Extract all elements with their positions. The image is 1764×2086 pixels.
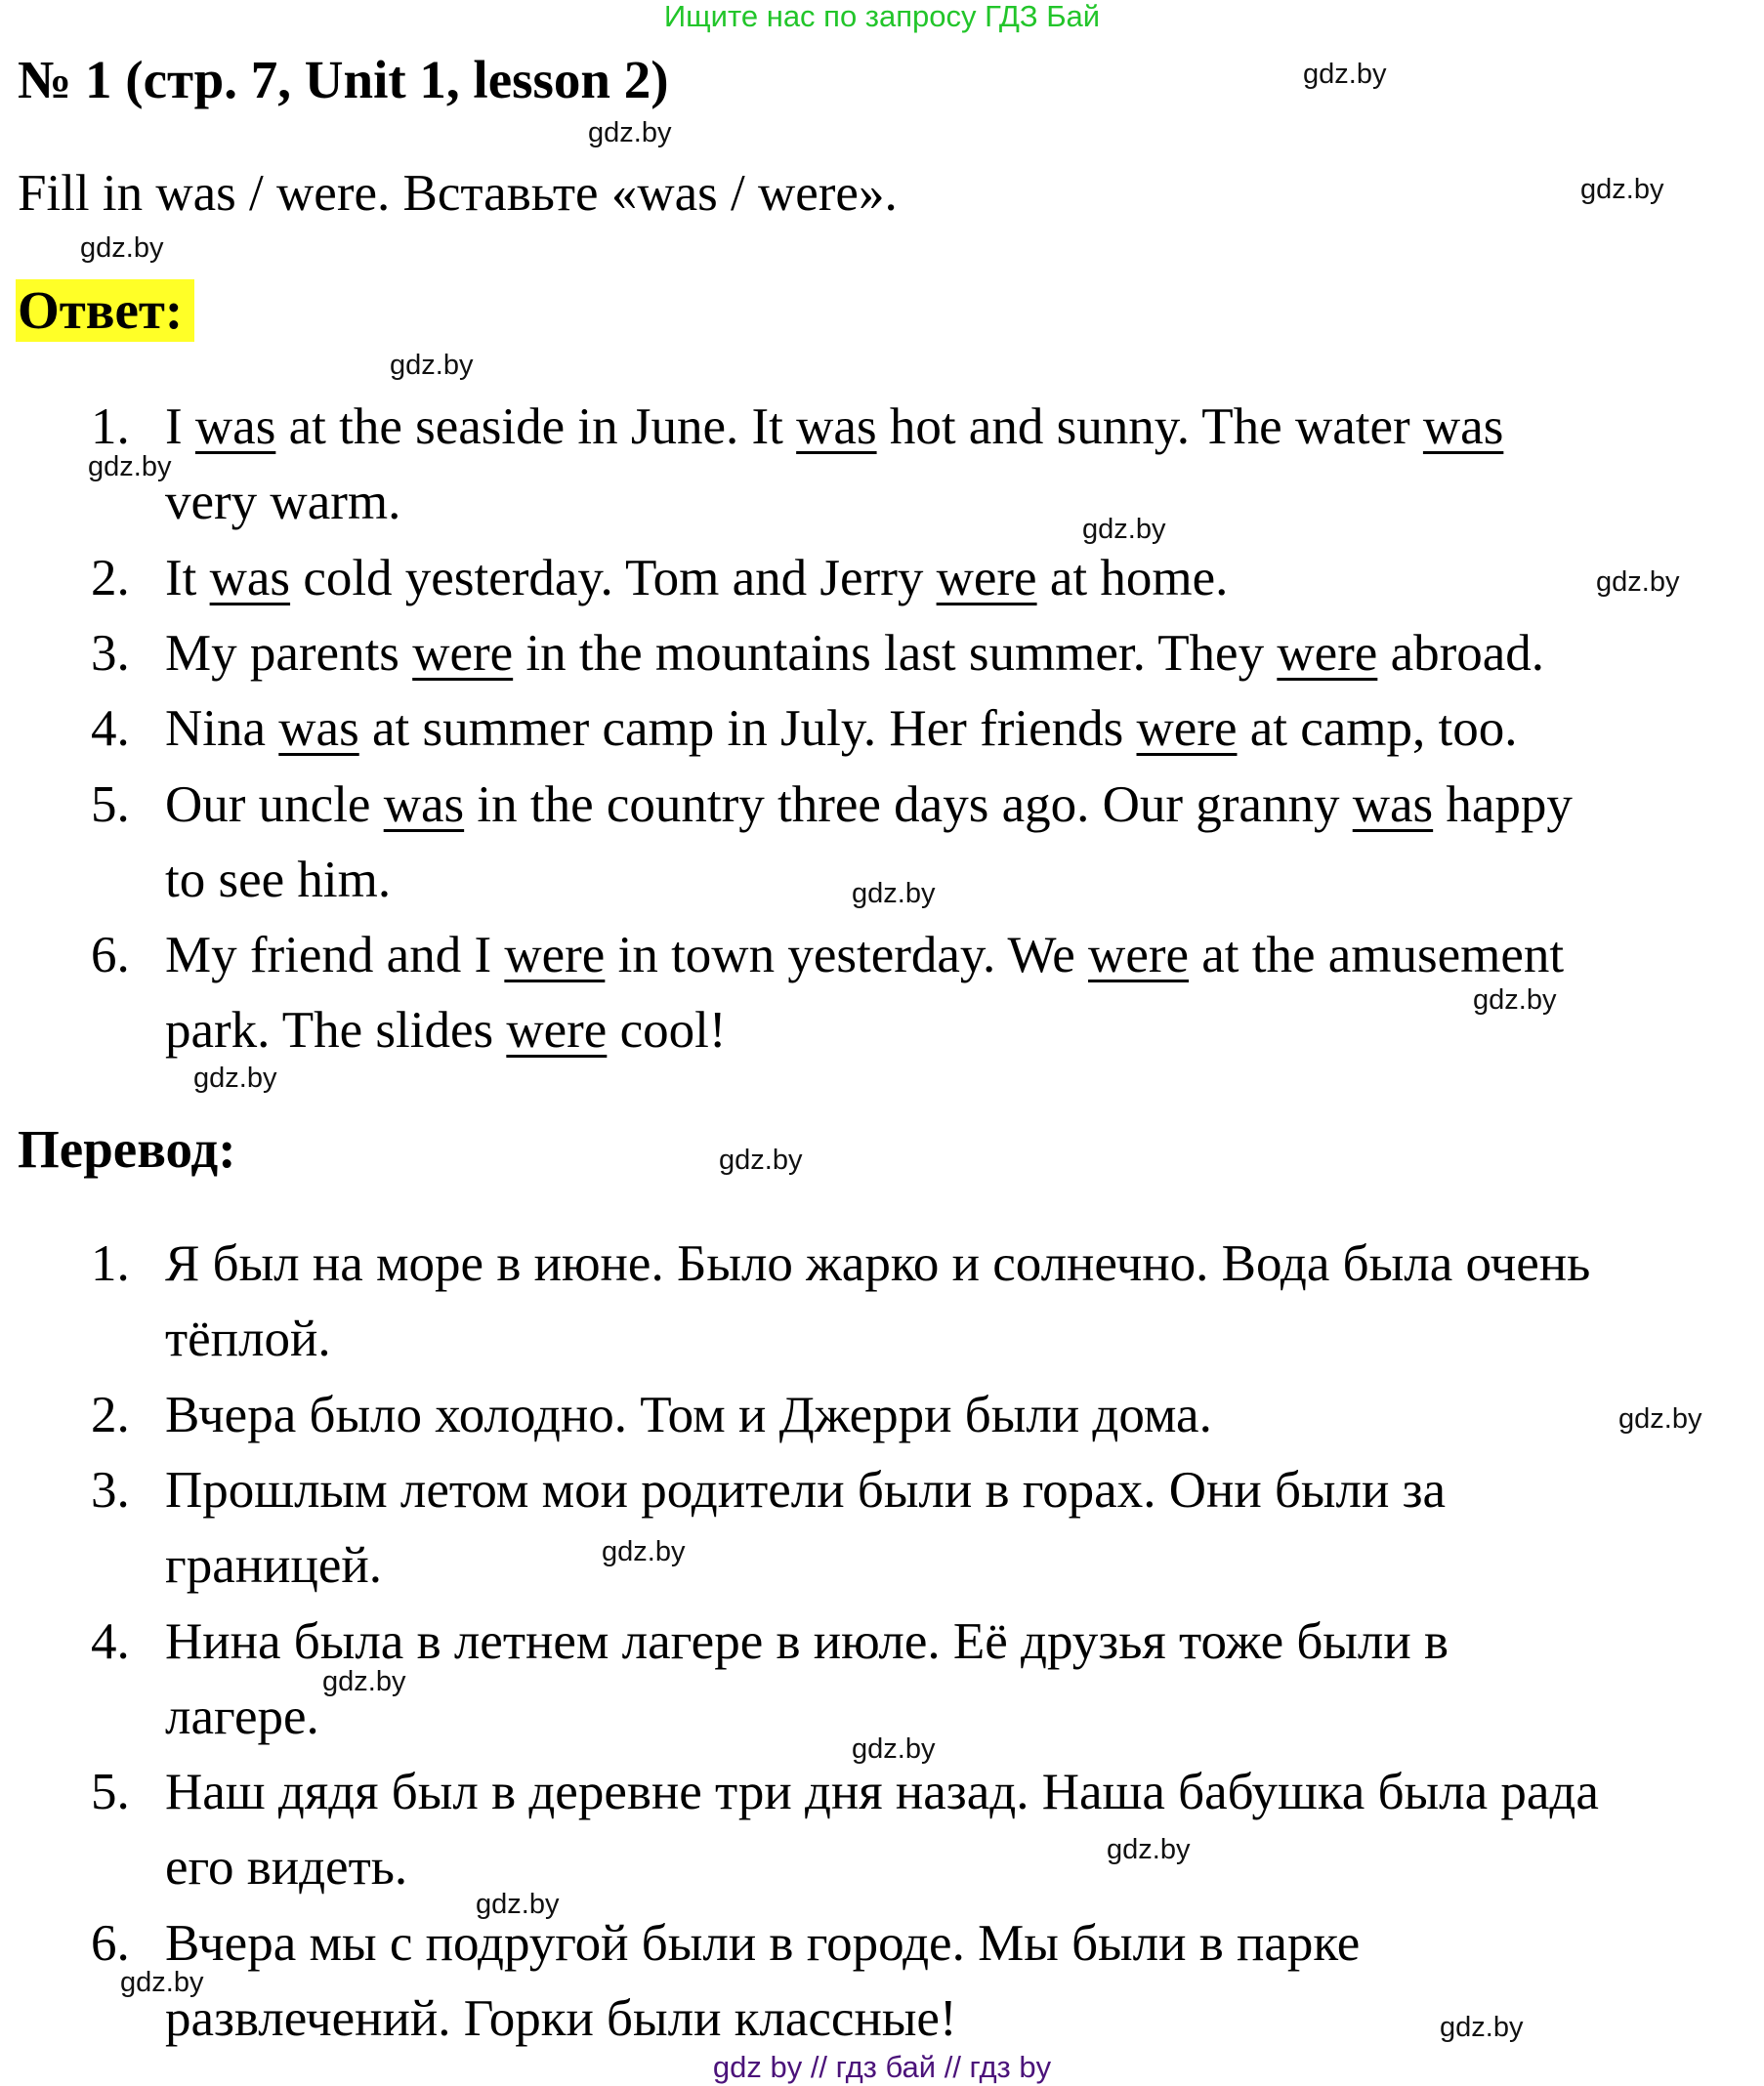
translation-line: лагере. <box>165 1688 319 1745</box>
translation-line: Вчера было холодно. Том и Джерри были дома. <box>165 1386 1212 1443</box>
translation-number: 2. <box>91 1386 130 1443</box>
answer-text: cold yesterday. Tom and Jerry <box>290 549 937 606</box>
translation-line: Прошлым летом мои родители были в горах. Они были за <box>165 1461 1447 1519</box>
answer-number: 3. <box>91 624 130 682</box>
translation-number: 6. <box>91 1914 130 1972</box>
answer-number: 1. <box>91 398 130 455</box>
answer-text: cool! <box>607 1002 727 1060</box>
answer-number: 6. <box>91 927 130 984</box>
translation-line: тёплой. <box>165 1311 331 1368</box>
watermark: gdz.by <box>1303 59 1387 90</box>
answer-text: My parents <box>165 624 413 682</box>
task-instruction: Fill in was / were. Вставьте «was / were». <box>18 165 898 222</box>
answer-text: very warm. <box>165 474 401 531</box>
filled-verb: was <box>383 775 465 833</box>
answer-line <box>165 697 1517 760</box>
translation-line: Вчера мы с подругой были в городе. Мы были в парке <box>165 1914 1361 1972</box>
answer-text: happy <box>1433 775 1573 833</box>
filled-verb: were <box>1277 624 1378 682</box>
answer-text: in town yesterday. We <box>605 927 1089 984</box>
answer-text: abroad. <box>1377 624 1545 682</box>
answer-line <box>165 773 1573 836</box>
answer-text: Nina <box>165 700 279 758</box>
watermark: gdz.by <box>719 1145 803 1176</box>
watermark: gdz.by <box>1107 1834 1191 1865</box>
filled-verb: were <box>1136 700 1238 758</box>
filled-verb: were <box>504 927 606 984</box>
watermark: gdz.by <box>1618 1403 1702 1435</box>
watermark: gdz.by <box>602 1536 686 1567</box>
filled-verb: were <box>936 549 1037 606</box>
answer-line <box>165 547 1228 609</box>
translation-line: границей. <box>165 1537 382 1595</box>
answer-line <box>165 471 400 533</box>
watermark: gdz.by <box>88 451 172 482</box>
filled-verb: were <box>506 1002 608 1060</box>
watermark: gdz.by <box>852 1733 936 1765</box>
answer-text: at the amusement <box>1189 927 1565 984</box>
answer-text: I <box>165 398 195 455</box>
answer-text: at the seaside in June. It <box>275 398 797 455</box>
answer-text: to see him. <box>165 851 392 908</box>
watermark: gdz.by <box>1580 174 1664 205</box>
answer-text: It <box>165 549 210 606</box>
watermark: gdz.by <box>120 1967 204 1998</box>
answer-text: Our uncle <box>165 775 384 833</box>
footer-links: gdz by // гдз бай // гдз by <box>712 2050 1052 2084</box>
translation-line: Я был на море в июне. Было жарко и солнечно. Вода была очень <box>165 1235 1591 1292</box>
watermark: gdz.by <box>1473 984 1557 1016</box>
answer-text: at camp, too. <box>1237 700 1518 758</box>
answer-line <box>165 849 391 911</box>
filled-verb: was <box>278 700 359 758</box>
answer-number: 2. <box>91 549 130 606</box>
translation-number: 4. <box>91 1612 130 1670</box>
translation-line: его видеть. <box>165 1839 408 1897</box>
translation-number: 3. <box>91 1461 130 1519</box>
watermark: gdz.by <box>1440 2012 1524 2043</box>
answer-number: 4. <box>91 700 130 758</box>
watermark: gdz.by <box>1082 514 1166 545</box>
answer-text: My friend and I <box>165 927 505 984</box>
watermark: gdz.by <box>852 878 936 909</box>
answer-text: park. The slides <box>165 1002 507 1060</box>
filled-verb: was <box>1422 398 1504 455</box>
translation-line: Наш дядя был в деревне три дня назад. Наша бабушка была рада <box>165 1764 1599 1821</box>
watermark: gdz.by <box>80 232 164 264</box>
answer-line <box>165 924 1564 986</box>
answer-text: at home. <box>1036 549 1229 606</box>
watermark: gdz.by <box>1596 566 1680 598</box>
translation-label: Перевод: <box>18 1119 236 1179</box>
watermark: gdz.by <box>476 1889 560 1920</box>
top-banner: Ищите нас по запросу ГДЗ Бай <box>663 0 1101 33</box>
translation-line: Нина была в летнем лагере в июле. Её друзья тоже были в <box>165 1612 1449 1670</box>
answer-text: in the mountains last summer. They <box>513 624 1278 682</box>
answer-text: at summer camp in July. Her friends <box>358 700 1137 758</box>
translation-number: 1. <box>91 1235 130 1292</box>
watermark: gdz.by <box>588 117 672 148</box>
answer-text: hot and sunny. The water <box>876 398 1423 455</box>
answer-number: 5. <box>91 775 130 833</box>
answer-line <box>165 999 726 1062</box>
filled-verb: was <box>796 398 877 455</box>
filled-verb: was <box>194 398 276 455</box>
watermark: gdz.by <box>193 1063 277 1094</box>
filled-verb: were <box>1088 927 1190 984</box>
filled-verb: was <box>209 549 291 606</box>
watermark: gdz.by <box>390 350 474 381</box>
filled-verb: was <box>1352 775 1434 833</box>
answer-line <box>165 622 1544 685</box>
exercise-title: № 1 (стр. 7, Unit 1, lesson 2) <box>18 50 669 109</box>
watermark: gdz.by <box>322 1666 406 1697</box>
filled-verb: were <box>412 624 514 682</box>
answer-text: in the country three days ago. Our granny <box>464 775 1353 833</box>
answer-line <box>165 396 1503 458</box>
answer-label: Ответ: <box>16 279 194 342</box>
translation-number: 5. <box>91 1764 130 1821</box>
translation-line: развлечений. Горки были классные! <box>165 1990 957 2047</box>
